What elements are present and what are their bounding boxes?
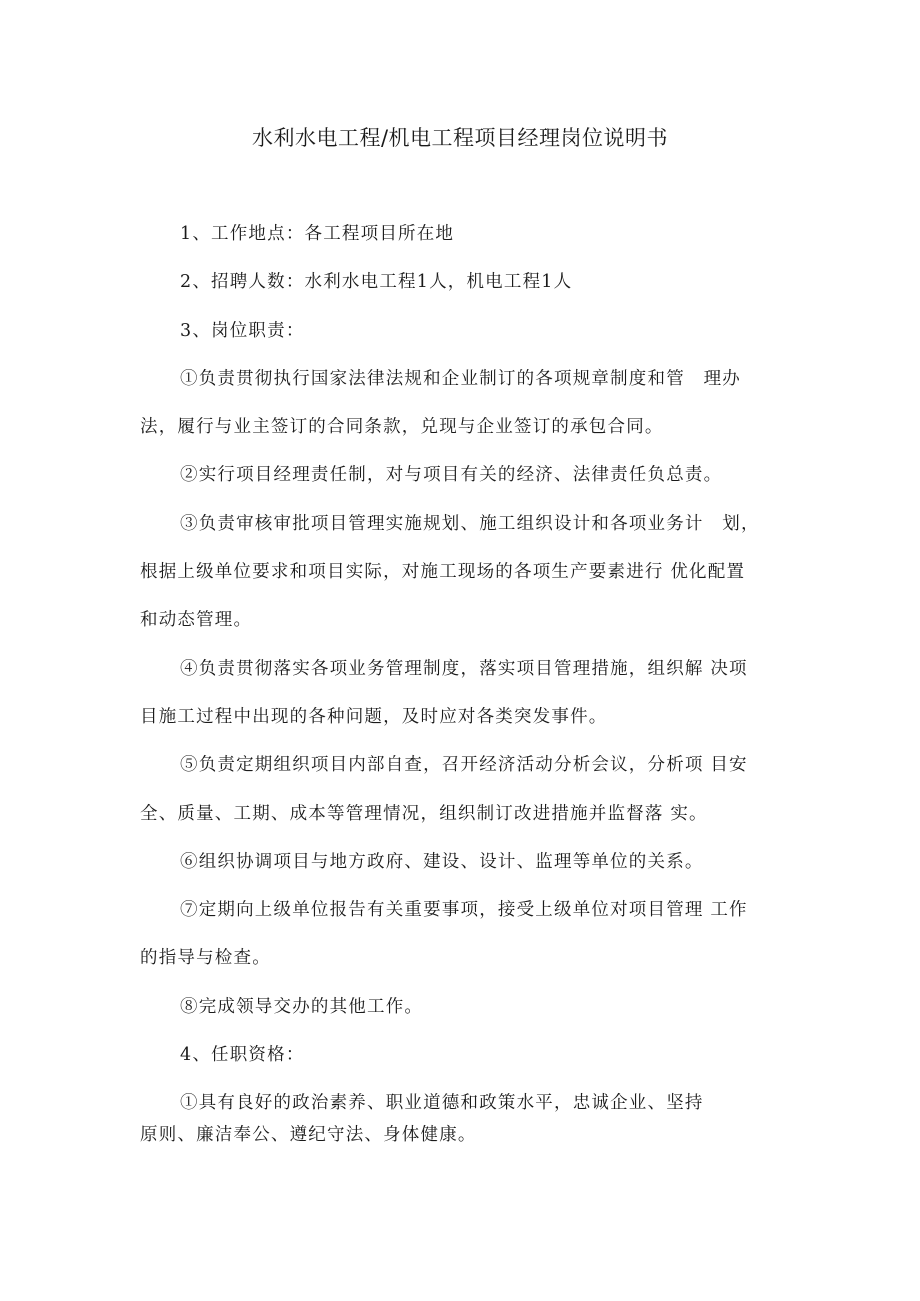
work-location-line: 1、工作地点：各工程项目所在地: [180, 224, 455, 244]
headcount-line: 2、招聘人数：水利水电工程1人，机电工程1人: [180, 272, 573, 293]
duty-5-line-1: ⑤负责定期组织项目内部自查，召开经济活动分析会议，分析项 目安: [180, 755, 748, 776]
duty-7-line-2: 的指导与检查。: [140, 948, 271, 969]
duty-1-line-2: 法，履行与业主签订的合同条款，兑现与企业签订的承包合同。: [140, 417, 664, 438]
document-title: 水利水电工程/机电工程项目经理岗位说明书: [251, 126, 669, 150]
duty-2-line-1: ②实行项目经理责任制，对与项目有关的经济、法律责任负总责。: [180, 465, 723, 486]
duty-5-line-2: 全、质量、工期、成本等管理情况，组织制订改进措施并监督落 实。: [140, 803, 708, 824]
qualifications-heading: 4、任职资格：: [180, 1045, 305, 1066]
duty-6-line-1: ⑥组织协调项目与地方政府、建设、设计、监理等单位的关系。: [180, 851, 704, 872]
duty-8-line-1: ⑧完成领导交办的其他工作。: [180, 996, 424, 1017]
qualification-1-line-1: ①具有良好的政治素养、职业道德和政策水平，忠诚企业、坚持: [180, 1093, 704, 1114]
document-body: [140, 210, 790, 1149]
duty-4-line-2: 目施工过程中出现的各种问题，及时应对各类突发事件。: [140, 706, 608, 727]
duty-7-line-1: ⑦定期向上级单位报告有关重要事项，接受上级单位对项目管理 工作: [180, 900, 748, 921]
duty-3-line-1: ③负责审核审批项目管理实施规划、施工组织设计和各项业务计 划，: [180, 513, 760, 534]
duty-1-line-1: ①负责贯彻执行国家法律法规和企业制订的各项规章制度和管 理办: [180, 368, 741, 389]
duty-3-line-2: 根据上级单位要求和项目实际，对施工现场的各项生产要素进行 优化配置: [140, 562, 746, 583]
duty-3-line-3: 和动态管理。: [140, 610, 253, 631]
duty-4-line-1: ④负责贯彻落实各项业务管理制度，落实项目管理措施，组织解 决项: [180, 658, 748, 679]
qualification-1-line-2: 原则、廉洁奉公、遵纪守法、身体健康。: [140, 1125, 477, 1146]
duties-heading: 3、岗位职责：: [180, 320, 305, 341]
